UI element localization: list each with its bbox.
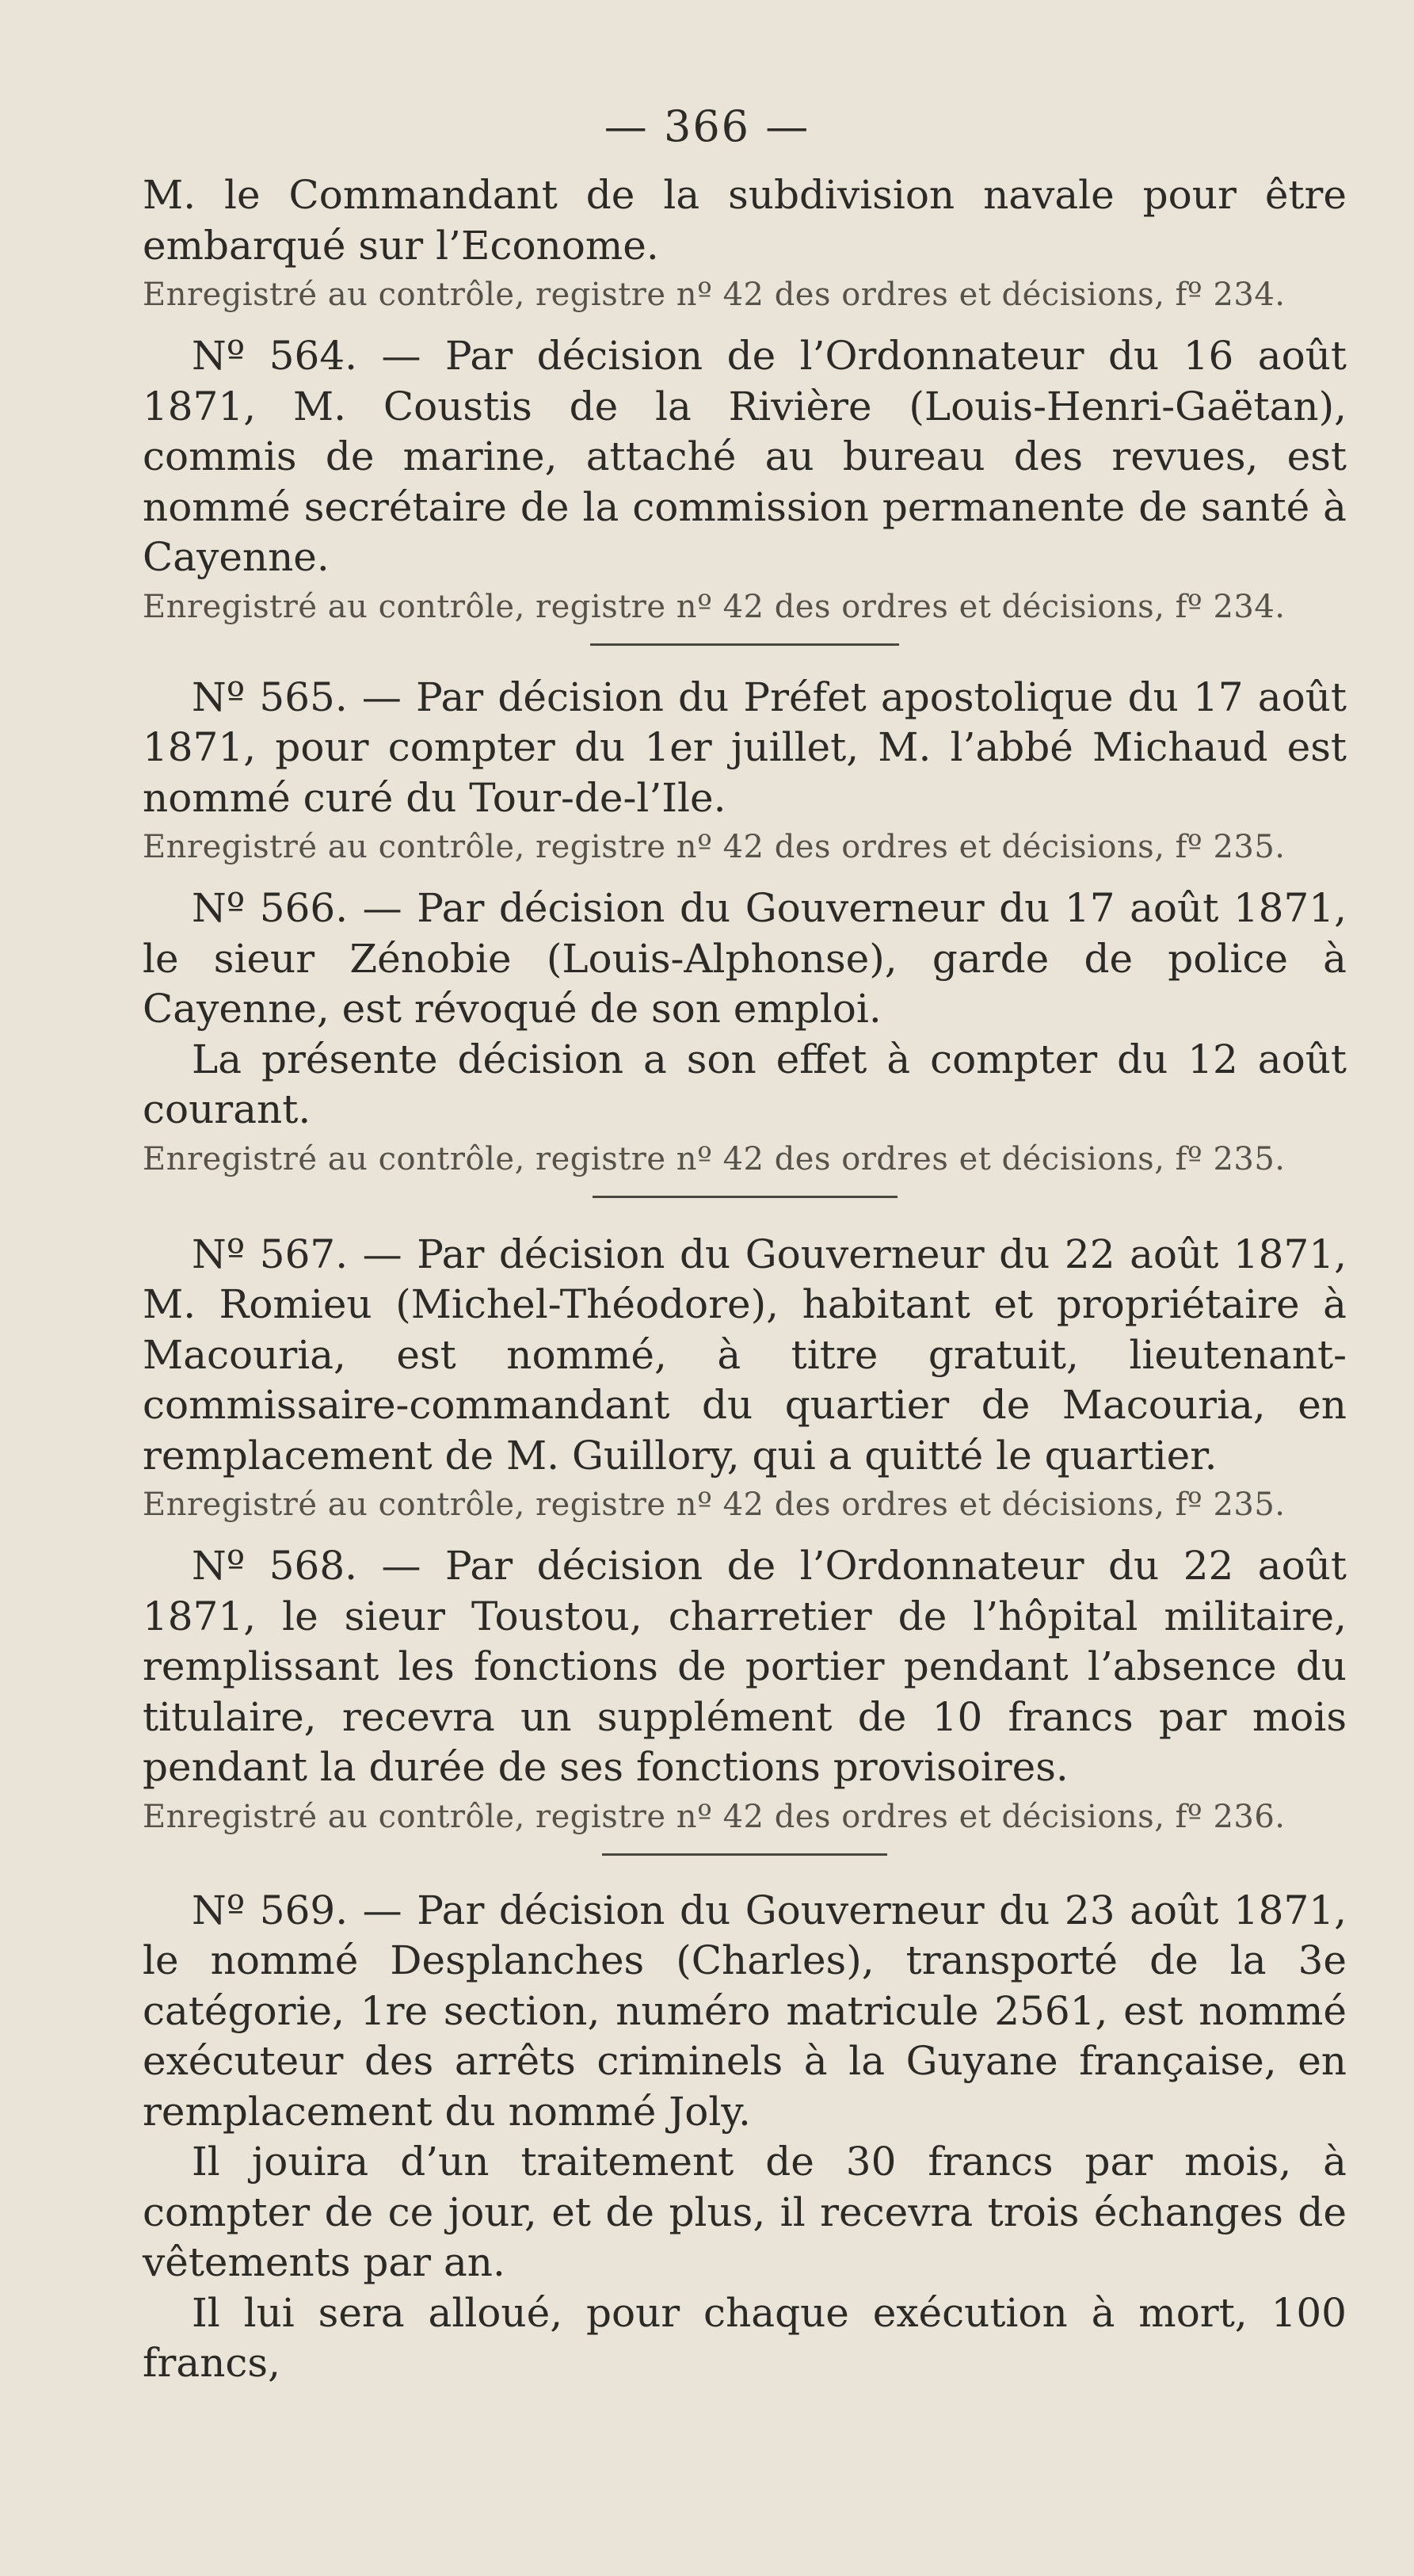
section-divider xyxy=(602,1853,887,1856)
section-divider xyxy=(593,1196,898,1198)
registration-note: Enregistré au contrôle, registre nº 42 des ordres et décisions, fº 235. xyxy=(143,829,1286,865)
registration-note: Enregistré au contrôle, registre nº 42 des ordres et décisions, fº 234. xyxy=(143,588,1286,625)
decision-566: Nº 566. — Par décision du Gouverneur du 17 août 1871, le sieur Zénobie (Louis-Alphonse), garde de police à Cayenne, est révoqué de son emploi. xyxy=(143,885,1347,1032)
section-divider xyxy=(590,643,899,646)
registration-note: Enregistré au contrôle, registre nº 42 des ordres et décisions, fº 235. xyxy=(143,1140,1286,1177)
decision-566-effect: La présente décision a son effet à compter du 12 août courant. xyxy=(143,1036,1347,1132)
registration-note: Enregistré au contrôle, registre nº 42 des ordres et décisions, fº 235. xyxy=(143,1486,1286,1523)
decision-569-salary: Il jouira d’un traitement de 30 francs par mois, à compter de ce jour, et de plus, il recevra trois échanges de vêtements par an. xyxy=(143,2139,1347,2285)
decision-565: Nº 565. — Par décision du Préfet apostolique du 17 août 1871, pour compter du 1er juillet, M. l’abbé Michaud est nommé curé du Tour-de-l’Ile. xyxy=(143,674,1347,821)
registration-note: Enregistré au contrôle, registre nº 42 des ordres et décisions, fº 236. xyxy=(143,1798,1286,1835)
paragraph-continuation: M. le Commandant de la subdivision navale pour être embarqué sur l’Econome. xyxy=(143,172,1347,269)
decision-568: Nº 568. — Par décision de l’Ordonnateur du 22 août 1871, le sieur Toustou, charretier de l’hôpital militaire, remplissant les fonctions de portier pendant l’absence du titulaire, recevra un supplément de 10 francs par mois pendant la durée de ses fonctions provisoires. xyxy=(143,1543,1347,1790)
decision-567: Nº 567. — Par décision du Gouverneur du 22 août 1871, M. Romieu (Michel-Théodore), habitant et propriétaire à Macouria, est nommé, à titre gratuit, lieutenant-commissaire-commandant du quartier de Macouria, en remplacement de M. Guillory, qui a quitté le quartier. xyxy=(143,1231,1347,1479)
decision-564: Nº 564. — Par décision de l’Ordonnateur du 16 août 1871, M. Coustis de la Rivière (Louis-Henri-Gaëtan), commis de marine, attaché au bureau des revues, est nommé secrétaire de la commission permanente de santé à Cayenne. xyxy=(143,333,1347,580)
decision-569-allowance: Il lui sera alloué, pour chaque exécution à mort, 100 francs, xyxy=(143,2289,1347,2386)
registration-note: Enregistré au contrôle, registre nº 42 des ordres et décisions, fº 234. xyxy=(143,277,1286,313)
page-content xyxy=(143,170,1347,2389)
decision-569: Nº 569. — Par décision du Gouverneur du 23 août 1871, le nommé Desplanches (Charles), transporté de la 3e catégorie, 1re section, numéro matricule 2561, est nommé exécuteur des arrêts criminels à la Guyane française, en remplacement du nommé Joly. xyxy=(143,1887,1347,2135)
page-number: — 366 — xyxy=(604,101,810,151)
